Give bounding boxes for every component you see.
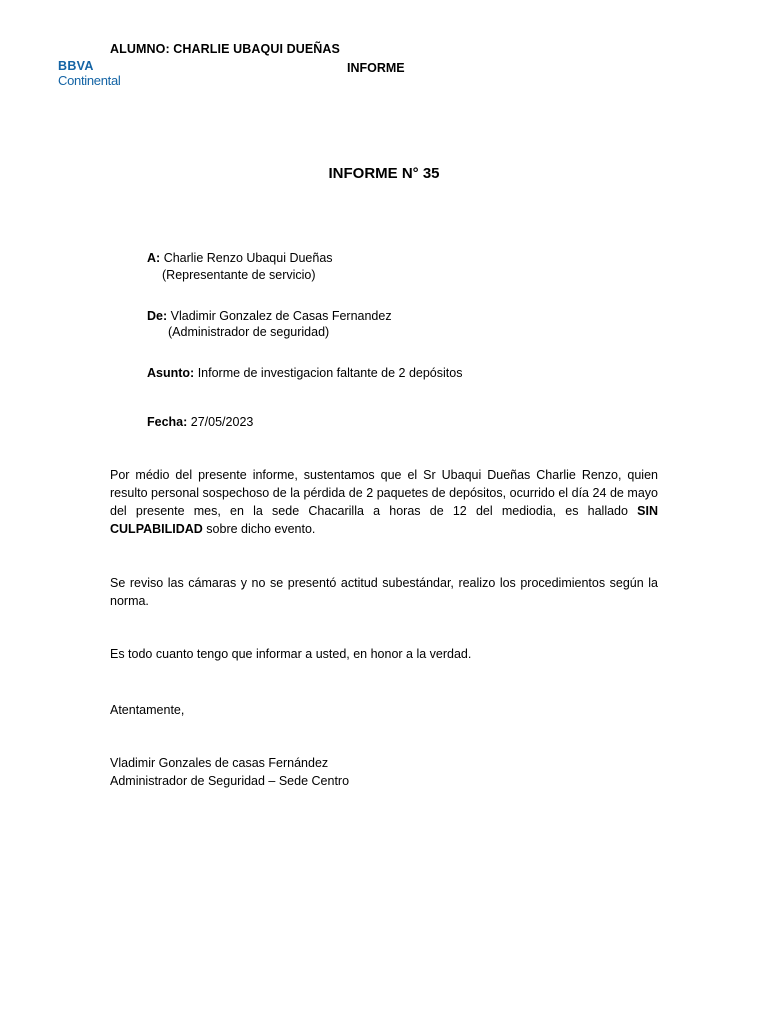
from-role: (Administrador de seguridad) [168, 325, 330, 339]
p1-bold: SIN CULPABILIDAD [110, 504, 658, 536]
subject-text: Informe de investigacion faltante de 2 depósitos [197, 366, 463, 380]
logo-brand: BBVA [58, 59, 94, 73]
to-role: (Representante de servicio) [162, 268, 316, 282]
to-name: Charlie Renzo Ubaqui Dueñas [163, 251, 333, 265]
logo-name: Continental [58, 73, 121, 88]
document-title: INFORME N° 35 [328, 165, 440, 182]
from-name: Vladimir Gonzalez de Casas Fernandez [170, 309, 392, 323]
body-paragraph-1 [110, 466, 658, 538]
bbva-continental-logo [58, 59, 124, 95]
signature-title: Administrador de Seguridad – Sede Centro [110, 774, 350, 788]
closing: Atentamente, [110, 703, 185, 717]
student-name: ALUMNO: CHARLIE UBAQUI DUEÑAS [110, 42, 340, 56]
from-label: De: [147, 309, 168, 323]
date-text: 27/05/2023 [190, 415, 254, 429]
to-line [147, 251, 333, 265]
body-paragraph-3: Es todo cuanto tengo que informar a usted, en honor a la verdad. [110, 647, 472, 661]
header-doc-label: INFORME [347, 61, 405, 75]
subject-line [147, 366, 462, 380]
p1-start: Por médio del presente informe, sustentamos que el Sr Ubaqui Dueñas Charlie Renzo, quien resulto personal sospechoso de la pérdida de 2 paquetes de depósitos, ocurrido el día 24 de mayo del presente mes, en la sede Chacarilla a horas de 12 del mediodia, es hallado [110, 468, 658, 518]
subject-label: Asunto: [147, 366, 195, 380]
body-paragraph-2: Se reviso las cámaras y no se presentó actitud subestándar, realizo los procedimientos según la norma. [110, 576, 658, 608]
to-label: A: [147, 251, 161, 265]
signature-name: Vladimir Gonzales de casas Fernández [110, 756, 329, 770]
date-line [147, 415, 253, 429]
p1-end: sobre dicho evento. [202, 522, 316, 536]
date-label: Fecha: [147, 415, 188, 429]
from-line [147, 309, 392, 323]
